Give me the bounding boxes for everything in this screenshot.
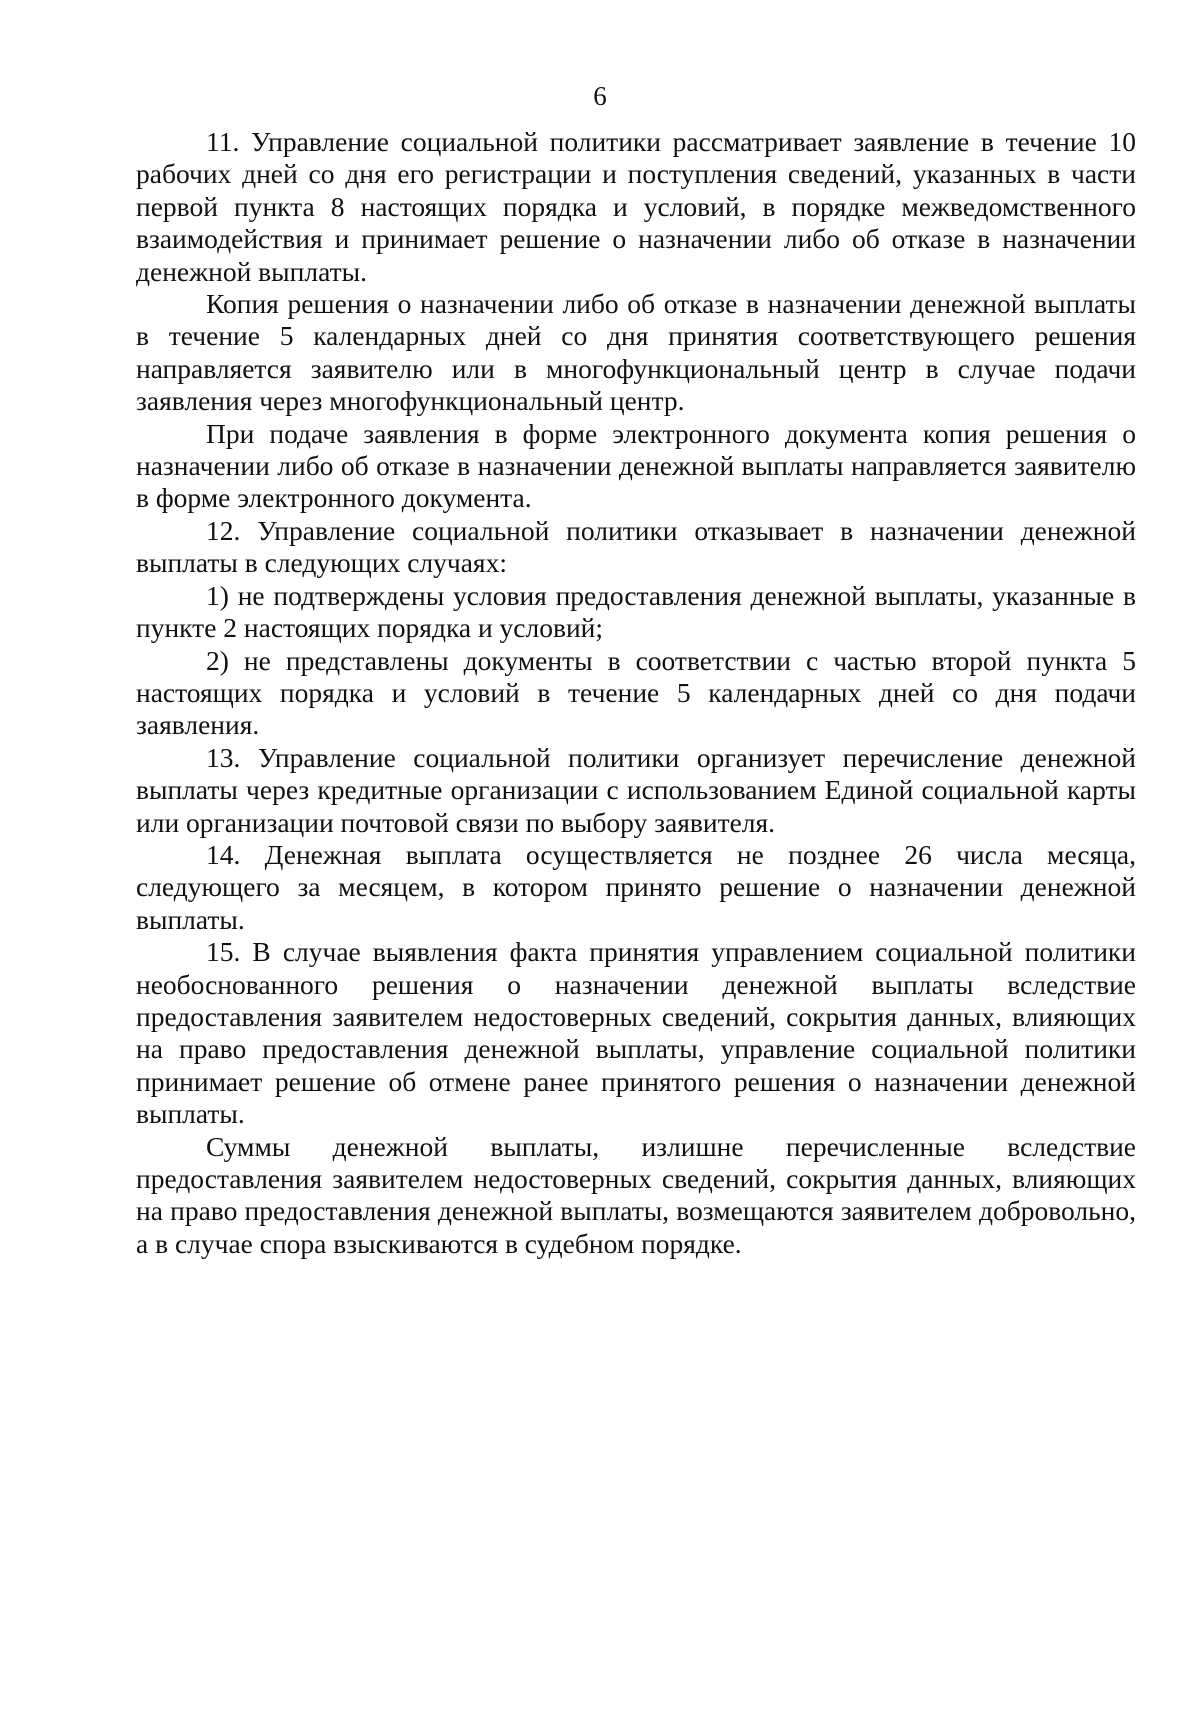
paragraph-item-13: 13. Управление социальной политики организует перечисление денежной выплаты через кредитные организации с использованием Единой социальной карты или организации почтовой связи по выбору заявителя. <box>136 741 1136 838</box>
paragraph-item-12: 12. Управление социальной политики отказывает в назначении денежной выплаты в следующих случаях: <box>136 514 1136 579</box>
paragraph-item-11: 11. Управление социальной политики рассматривает заявление в течение 10 рабочих дней со дня его регистрации и поступления сведений, указанных в части первой пункта 8 настоящих порядка и условий, в порядке межведомственного взаимодействия и принимает решение о назначении либо об отказе в назначении денежной выплаты. <box>136 126 1136 287</box>
paragraph-refund: Суммы денежной выплаты, излишне перечисленные вследствие предоставления заявителем недостоверных сведений, сокрытия данных, влияющих на право предоставления денежной выплаты, возмещаются заявителем добровольно, а в случае спора взыскиваются в судебном порядке. <box>136 1130 1136 1259</box>
paragraph-item-12-1: 1) не подтверждены условия предоставления денежной выплаты, указанные в пункте 2 настоящих порядка и условий; <box>136 579 1136 644</box>
paragraph-decision-copy: Копия решения о назначении либо об отказе в назначении денежной выплаты в течение 5 календарных дней со дня принятия соответствующего решения направляется заявителю или в многофункциональный центр в случае подачи заявления через многофункциональный центр. <box>136 288 1136 417</box>
page-number: 6 <box>593 81 607 111</box>
paragraph-item-15: 15. В случае выявления факта принятия управлением социальной политики необоснованного решения о назначении денежной выплаты вследствие предоставления заявителем недостоверных сведений, сокрытия данных, влияющих на право предоставления денежной выплаты, управление социальной политики принимает решение об отмене ранее принятого решения о назначении денежной выплаты. <box>136 936 1136 1130</box>
document-body <box>136 126 1136 1260</box>
paragraph-item-14: 14. Денежная выплата осуществляется не позднее 26 числа месяца, следующего за месяцем, в котором принято решение о назначении денежной выплаты. <box>136 838 1136 935</box>
paragraph-item-12-2: 2) не представлены документы в соответствии с частью второй пункта 5 настоящих порядка и условий в течение 5 календарных дней со дня подачи заявления. <box>136 644 1136 741</box>
paragraph-electronic-copy: При подаче заявления в форме электронного документа копия решения о назначении либо об отказе в назначении денежной выплаты направляется заявителю в форме электронного документа. <box>136 417 1136 514</box>
